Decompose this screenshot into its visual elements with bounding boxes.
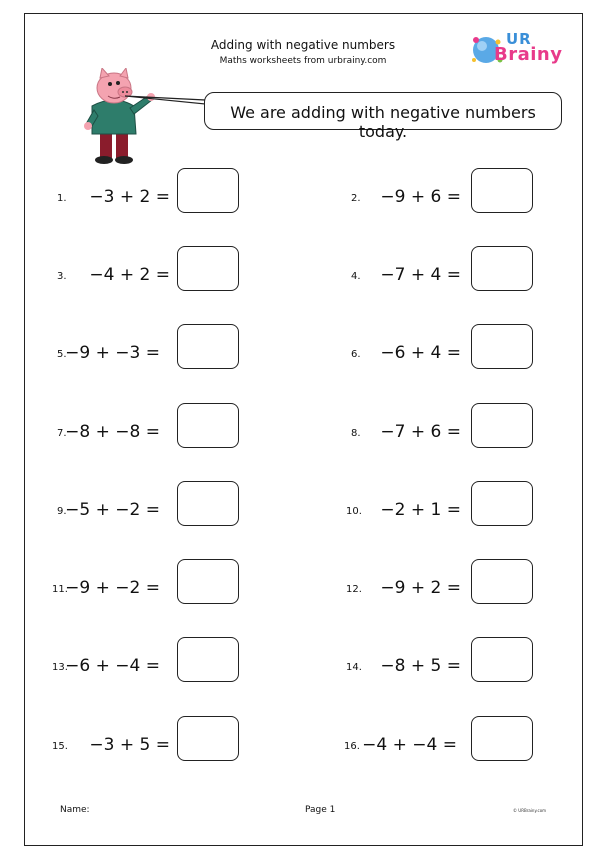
question-number: 4.: [351, 271, 361, 282]
speech-pointer: [125, 88, 210, 108]
answer-box[interactable]: [471, 246, 533, 291]
answer-box[interactable]: [471, 403, 533, 448]
question-expression: −9 + −3 =: [65, 343, 160, 363]
speech-bubble-text: We are adding with negative numbers today.: [230, 103, 536, 141]
speech-bubble: [204, 92, 562, 141]
question-number: 12.: [346, 584, 362, 595]
question-number: 6.: [351, 349, 361, 360]
answer-box[interactable]: [471, 324, 533, 369]
answer-box[interactable]: [177, 637, 239, 682]
question-expression: −4 + −4 =: [362, 735, 457, 755]
answer-box[interactable]: [177, 168, 239, 213]
page-number: Page 1: [305, 805, 336, 815]
name-label: Name:: [60, 805, 90, 815]
question-expression: −9 + −2 =: [65, 578, 160, 598]
question-number: 5.: [57, 349, 67, 360]
question-expression: −7 + 4 =: [380, 265, 461, 285]
question-expression: −8 + −8 =: [65, 422, 160, 442]
urbrainy-logo: [470, 30, 566, 70]
question-number: 2.: [351, 193, 361, 204]
question-expression: −4 + 2 =: [89, 265, 170, 285]
question-number: 11.: [52, 584, 68, 595]
answer-box[interactable]: [177, 559, 239, 604]
answer-box[interactable]: [177, 324, 239, 369]
answer-box[interactable]: [177, 716, 239, 761]
question-expression: −8 + 5 =: [380, 656, 461, 676]
question-number: 10.: [346, 506, 362, 517]
answer-box[interactable]: [471, 559, 533, 604]
question-expression: −9 + 6 =: [380, 187, 461, 207]
copyright-text: © URBrainy.com: [513, 808, 547, 813]
answer-box[interactable]: [177, 403, 239, 448]
logo-brainy-text: Brainy: [494, 44, 563, 65]
question-number: 13.: [52, 662, 68, 673]
answer-box[interactable]: [471, 637, 533, 682]
question-number: 8.: [351, 428, 361, 439]
question-number: 14.: [346, 662, 362, 673]
pig-character-icon: [78, 68, 158, 166]
answer-box[interactable]: [471, 168, 533, 213]
question-number: 16.: [344, 741, 360, 752]
question-number: 9.: [57, 506, 67, 517]
question-number: 1.: [57, 193, 67, 204]
question-expression: −6 + −4 =: [65, 656, 160, 676]
page-title: Adding with negative numbers: [210, 38, 396, 52]
question-number: 7.: [57, 428, 67, 439]
answer-box[interactable]: [177, 481, 239, 526]
question-expression: −2 + 1 =: [380, 500, 461, 520]
question-expression: −7 + 6 =: [380, 422, 461, 442]
question-number: 15.: [52, 741, 68, 752]
question-expression: −3 + 2 =: [89, 187, 170, 207]
question-expression: −9 + 2 =: [380, 578, 461, 598]
answer-box[interactable]: [177, 246, 239, 291]
question-expression: −6 + 4 =: [380, 343, 461, 363]
question-expression: −5 + −2 =: [65, 500, 160, 520]
page-subtitle: Maths worksheets from urbrainy.com: [219, 56, 387, 66]
answer-box[interactable]: [471, 481, 533, 526]
logo-ur-text: UR: [506, 30, 532, 48]
question-expression: −3 + 5 =: [89, 735, 170, 755]
answer-box[interactable]: [471, 716, 533, 761]
question-number: 3.: [57, 271, 67, 282]
